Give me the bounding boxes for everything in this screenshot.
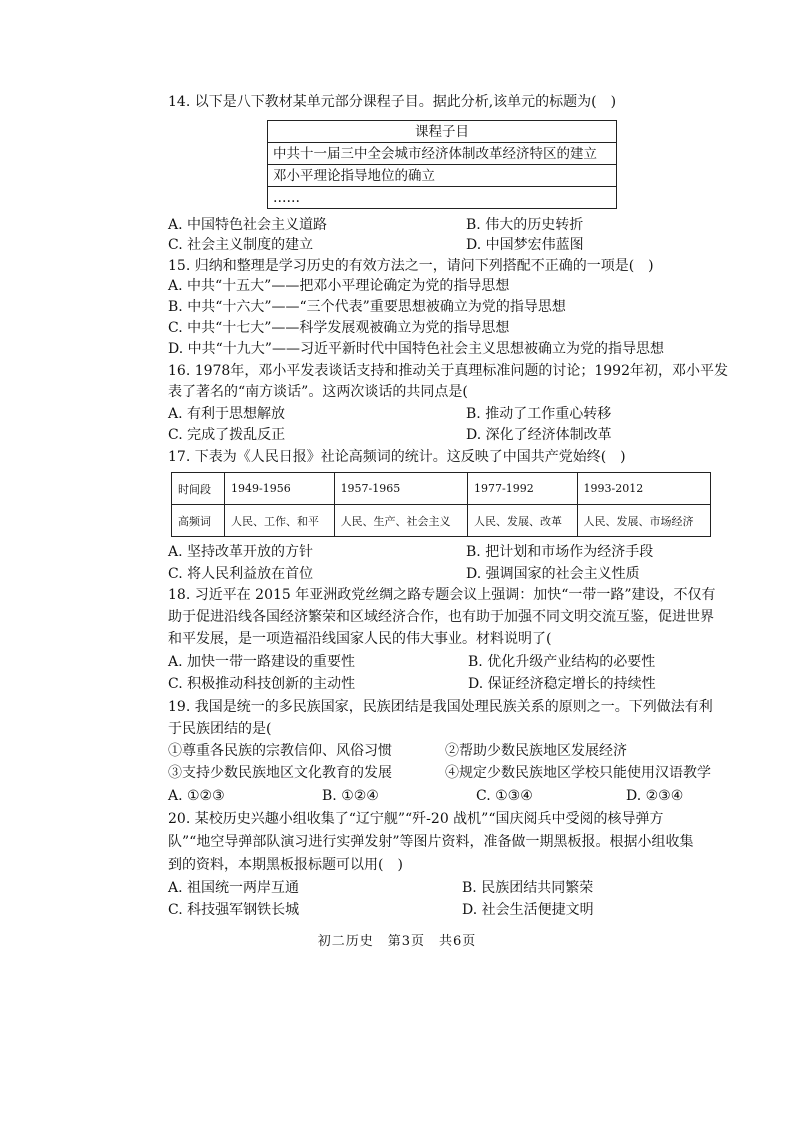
period-cell: 1993-2012 [577,473,710,505]
page-footer: 初二历史 第3页 共6页 [317,934,477,949]
question-18-stem-line1: 18. 习近平在 2015 年亚洲政党丝绸之路专题会议上强调：加快“一带一路”建设，不仅有 [168,587,716,603]
question-16-stem-line1: 16. 1978年，邓小平发表谈话支持和推动关于真理标准问题的讨论；1992年初，邓小平发 [168,363,728,379]
q18-option-a: A. 加快一带一路建设的重要性 [168,654,356,670]
q18-option-b: B. 优化升级产业结构的必要性 [468,654,656,670]
q17-option-d: D. 强调国家的社会主义性质 [466,566,640,582]
question-19-stem-line1: 19. 我国是统一的多民族国家，民族团结是我国处理民族关系的原则之一。下列做法有利 [168,699,713,715]
period-cell: 1949-1956 [225,473,335,505]
keywords-cell: 人民、工作、和平 [225,505,335,537]
question-19-stem-line2: 于民族团结的是( [168,721,272,737]
q19-item-1: ①尊重各民族的宗教信仰、风俗习惯 [168,743,392,759]
question-17-stem: 17. 下表为《人民日报》社论高频词的统计。这反映了中国共产党始终( ) [168,449,626,465]
table-row: 邓小平理论指导地位的确立 [268,165,617,187]
q17-option-b: B. 把计划和市场作为经济手段 [466,544,654,560]
q15-option-b: B. 中共“十六大”——“三个代表”重要思想被确立为党的指导思想 [168,299,566,315]
table-header: 课程子目 [268,121,617,143]
question-15-stem: 15. 归纳和整理是学习历史的有效方法之一，请问下列搭配不正确的一项是( ) [168,258,654,274]
keywords-cell: 人民、生产、社会主义 [334,505,467,537]
q20-option-a: A. 祖国统一两岸互通 [168,880,300,896]
period-cell: 1957-1965 [334,473,467,505]
q14-option-a: A. 中国特色社会主义道路 [168,217,328,233]
q15-option-c: C. 中共“十七大”——科学发展观被确立为党的指导思想 [168,320,510,336]
question-14-stem: 14. 以下是八下教材某单元部分课程子目。据此分析,该单元的标题为( ) [168,94,617,110]
table-row: 中共十一届三中全会城市经济体制改革经济特区的建立 [268,143,617,165]
keywords-cell: 人民、发展、改革 [467,505,577,537]
question-20-stem-line3: 到的资料，本期黑板报标题可以用( ) [168,857,403,873]
q15-option-a: A. 中共“十五大”——把邓小平理论确定为党的指导思想 [168,278,510,294]
q17-option-c: C. 将人民利益放在首位 [168,566,314,582]
q19-option-a: A. ①②③ [168,788,225,804]
q14-option-c: C. 社会主义制度的建立 [168,237,314,253]
q20-option-b: B. 民族团结共同繁荣 [462,880,594,896]
q19-item-2: ②帮助少数民族地区发展经济 [445,743,627,759]
question-20-stem-line2: 队”“地空导弹部队演习进行实弹发射”等图片资料，准备做一期黑板报。根据小组收集 [168,834,694,850]
q18-option-d: D. 保证经济稳定增长的持续性 [468,676,656,692]
q14-option-b: B. 伟大的历史转折 [466,217,584,233]
q19-item-3: ③支持少数民族地区文化教育的发展 [168,765,392,781]
keywords-cell: 人民、发展、市场经济 [577,505,710,537]
question-16-stem-line2: 表了著名的“南方谈话”。这两次谈话的共同点是( [168,384,468,400]
period-cell: 1977-1992 [467,473,577,505]
question-18-stem-line2: 助于促进沿线各国经济繁荣和区域经济合作，也有助于加强不同文明交流互鉴，促进世界 [168,609,714,625]
q19-option-c: C. ①③④ [476,788,533,804]
q20-option-c: C. 科技强军钢铁长城 [168,902,300,918]
q16-option-d: D. 深化了经济体制改革 [466,427,612,443]
q19-option-d: D. ②③④ [626,788,684,804]
q18-option-c: C. 积极推动科技创新的主动性 [168,676,356,692]
question-18-stem-line3: 和平发展，是一项造福沿线国家人民的伟大事业。材料说明了( [168,631,552,647]
q19-option-b: B. ①②④ [322,788,379,804]
row-header-period: 时间段 [172,473,225,505]
row-header-keywords: 高频词 [172,505,225,537]
q14-option-d: D. 中国梦宏伟蓝图 [466,237,584,253]
q16-option-b: B. 推动了工作重心转移 [466,406,612,422]
question-20-stem-line1: 20. 某校历史兴趣小组收集了“辽宁舰”“歼-20 战机”“国庆阅兵中受阅的核导弹方 [168,811,664,827]
editorial-keywords-table [171,472,711,537]
q19-item-4: ④规定少数民族地区学校只能使用汉语教学 [445,765,711,781]
table-row: …… [268,187,617,209]
q16-option-c: C. 完成了拨乱反正 [168,427,286,443]
q15-option-d: D. 中共“十九大”——习近平新时代中国特色社会主义思想被确立为党的指导思想 [168,341,664,357]
q16-option-a: A. 有利于思想解放 [168,406,286,422]
q17-option-a: A. 坚持改革开放的方针 [168,544,314,560]
course-topics-table [267,120,617,209]
q20-option-d: D. 社会生活便捷文明 [462,902,594,918]
